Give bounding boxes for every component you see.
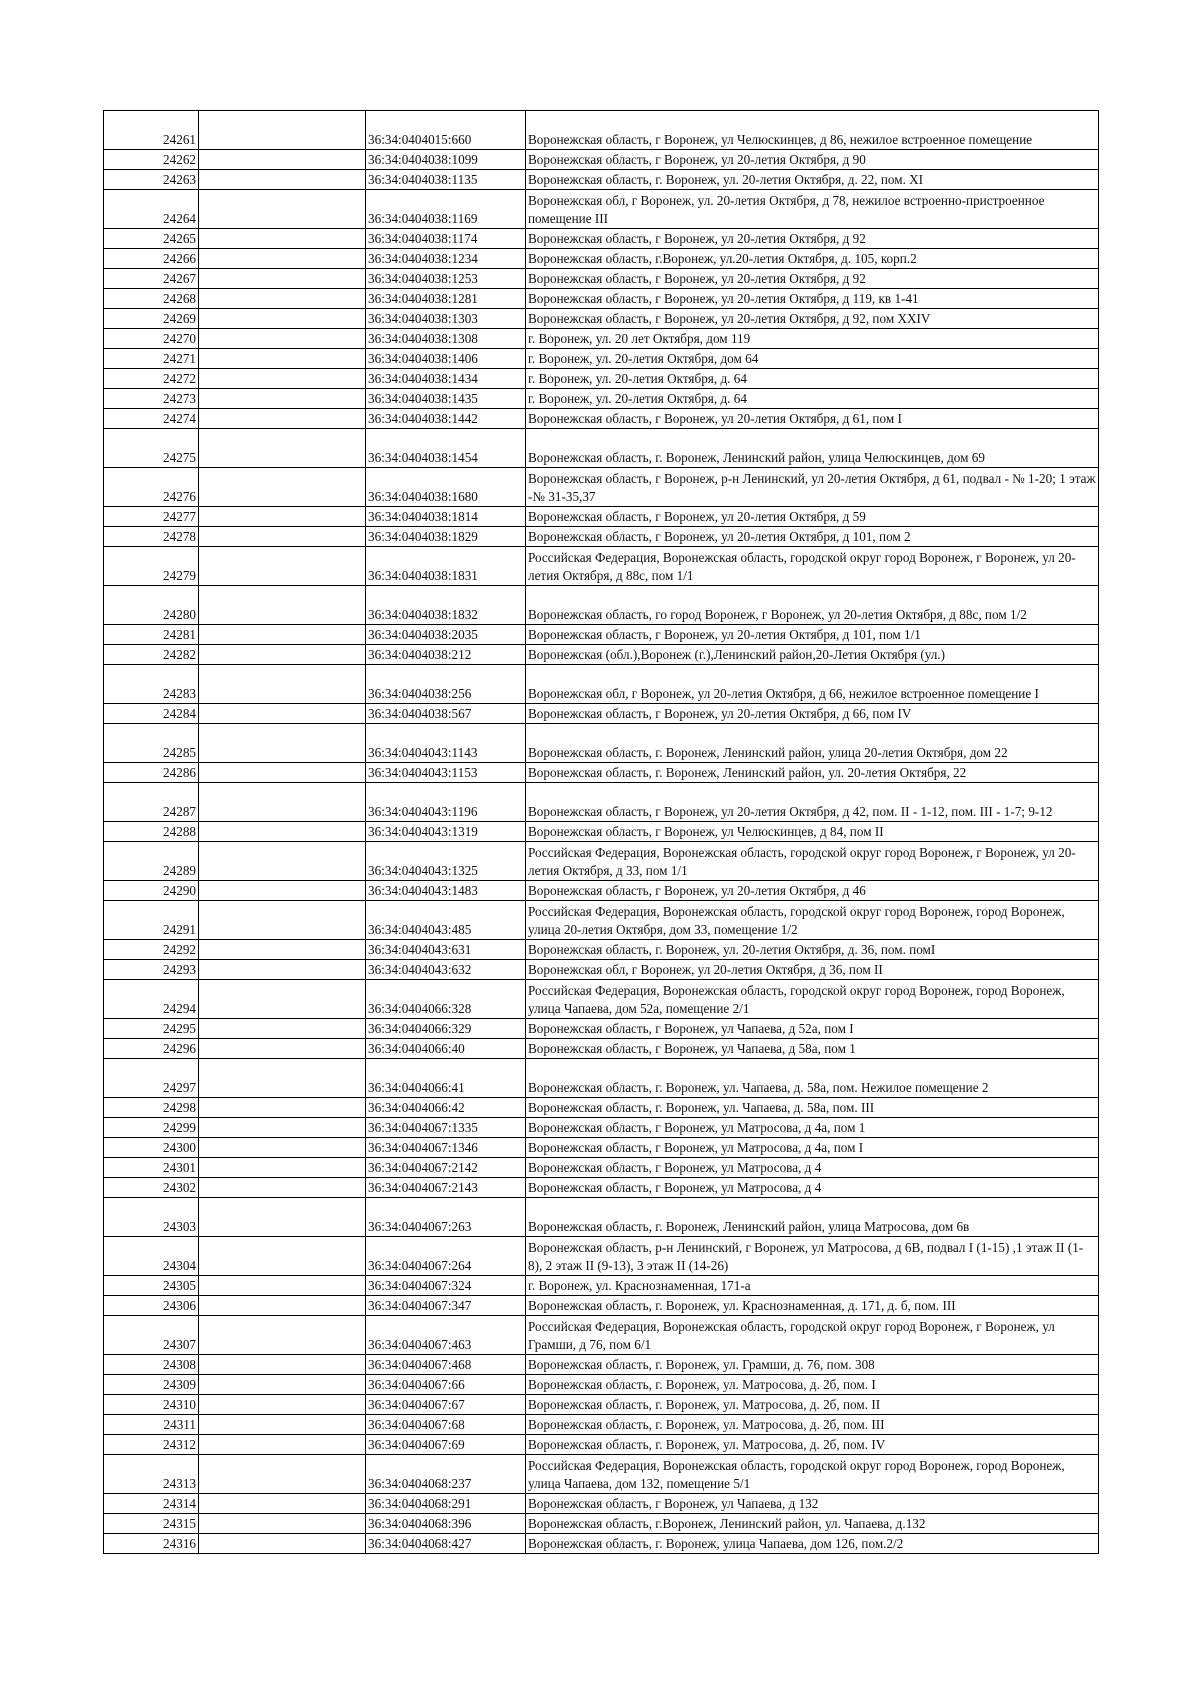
- cadastral-number-cell: 36:34:0404067:347: [366, 1296, 526, 1316]
- empty-cell: [199, 704, 366, 724]
- address-cell: Воронежская (обл.),Воронеж (г.),Ленинский район,20-Летия Октября (ул.): [526, 645, 1099, 665]
- row-number-cell: 24277: [104, 507, 199, 527]
- cadastral-number-cell: 36:34:0404043:485: [366, 901, 526, 940]
- cadastral-number-cell: 36:34:0404038:1234: [366, 249, 526, 269]
- row-number-cell: 24311: [104, 1415, 199, 1435]
- address-cell: Воронежская область, г Воронеж, ул Чапаева, д 52а, пом I: [526, 1019, 1099, 1039]
- cadastral-number-cell: 36:34:0404038:1099: [366, 150, 526, 170]
- row-number-cell: 24263: [104, 170, 199, 190]
- empty-cell: [199, 783, 366, 822]
- empty-cell: [199, 1138, 366, 1158]
- cadastral-number-cell: 36:34:0404038:1303: [366, 309, 526, 329]
- cadastral-number-cell: 36:34:0404038:1442: [366, 409, 526, 429]
- address-cell: Воронежская область, г. Воронеж, улица Чапаева, дом 126, пом.2/2: [526, 1534, 1099, 1554]
- address-cell: Воронежская обл, г Воронеж, ул 20-летия Октября, д 36, пом II: [526, 960, 1099, 980]
- table-row: [104, 980, 1099, 1019]
- address-cell: Воронежская область, г. Воронеж, ул. Матросова, д. 2б, пом. IV: [526, 1435, 1099, 1455]
- cadastral-number-cell: 36:34:0404038:1680: [366, 468, 526, 507]
- empty-cell: [199, 349, 366, 369]
- row-number-cell: 24300: [104, 1138, 199, 1158]
- row-number-cell: 24310: [104, 1395, 199, 1415]
- empty-cell: [199, 1019, 366, 1039]
- empty-cell: [199, 170, 366, 190]
- address-cell: Воронежская обл, г Воронеж, ул 20-летия Октября, д 66, нежилое встроенное помещение I: [526, 665, 1099, 704]
- table-row: [104, 1534, 1099, 1554]
- row-number-cell: 24265: [104, 229, 199, 249]
- cadastral-number-cell: 36:34:0404038:1829: [366, 527, 526, 547]
- table-row: [104, 1296, 1099, 1316]
- cadastral-number-cell: 36:34:0404038:1406: [366, 349, 526, 369]
- table-row: [104, 1395, 1099, 1415]
- row-number-cell: 24315: [104, 1514, 199, 1534]
- cadastral-number-cell: 36:34:0404067:66: [366, 1375, 526, 1395]
- address-cell: Воронежская область, г. Воронеж, ул. Чапаева, д. 58а, пом. III: [526, 1098, 1099, 1118]
- cadastral-number-cell: 36:34:0404038:1832: [366, 586, 526, 625]
- address-cell: Воронежская область, г Воронеж, ул 20-летия Октября, д 101, пом 1/1: [526, 625, 1099, 645]
- empty-cell: [199, 468, 366, 507]
- table-row: [104, 783, 1099, 822]
- cadastral-number-cell: 36:34:0404038:256: [366, 665, 526, 704]
- address-cell: Российская Федерация, Воронежская область, городской округ город Воронеж, город Воронеж, улица Чапаева, дом 132, помещение 5/1: [526, 1455, 1099, 1494]
- table-row: [104, 1415, 1099, 1435]
- table-row: [104, 190, 1099, 229]
- row-number-cell: 24261: [104, 111, 199, 150]
- empty-cell: [199, 1158, 366, 1178]
- table-row: [104, 1178, 1099, 1198]
- table-row: [104, 289, 1099, 309]
- address-cell: Воронежская область, г Воронеж, ул Матросова, д 4: [526, 1158, 1099, 1178]
- table-row: [104, 625, 1099, 645]
- address-cell: Воронежская область, г. Воронеж, ул. Чапаева, д. 58а, пом. Нежилое помещение 2: [526, 1059, 1099, 1098]
- address-cell: Воронежская область, г. Воронеж, ул. 20-летия Октября, д. 22, пом. XI: [526, 170, 1099, 190]
- row-number-cell: 24273: [104, 389, 199, 409]
- row-number-cell: 24287: [104, 783, 199, 822]
- empty-cell: [199, 763, 366, 783]
- empty-cell: [199, 1178, 366, 1198]
- row-number-cell: 24309: [104, 1375, 199, 1395]
- row-number-cell: 24296: [104, 1039, 199, 1059]
- empty-cell: [199, 940, 366, 960]
- row-number-cell: 24285: [104, 724, 199, 763]
- row-number-cell: 24288: [104, 822, 199, 842]
- empty-cell: [199, 901, 366, 940]
- address-cell: Воронежская область, г Воронеж, ул 20-летия Октября, д 66, пом IV: [526, 704, 1099, 724]
- cadastral-number-cell: 36:34:0404066:42: [366, 1098, 526, 1118]
- row-number-cell: 24290: [104, 881, 199, 901]
- empty-cell: [199, 1118, 366, 1138]
- address-cell: Воронежская область, г Воронеж, ул 20-летия Октября, д 42, пом. II - 1-12, пом. III - 1-7; 9-12: [526, 783, 1099, 822]
- table-row: [104, 842, 1099, 881]
- cadastral-number-cell: 36:34:0404038:1174: [366, 229, 526, 249]
- table-row: [104, 1276, 1099, 1296]
- row-number-cell: 24304: [104, 1237, 199, 1276]
- cadastral-number-cell: 36:34:0404038:1253: [366, 269, 526, 289]
- table-row: [104, 901, 1099, 940]
- row-number-cell: 24262: [104, 150, 199, 170]
- cadastral-number-cell: 36:34:0404066:40: [366, 1039, 526, 1059]
- empty-cell: [199, 586, 366, 625]
- table-row: [104, 1237, 1099, 1276]
- cadastral-number-cell: 36:34:0404043:1143: [366, 724, 526, 763]
- row-number-cell: 24293: [104, 960, 199, 980]
- empty-cell: [199, 190, 366, 229]
- empty-cell: [199, 409, 366, 429]
- empty-cell: [199, 249, 366, 269]
- empty-cell: [199, 527, 366, 547]
- cadastral-number-cell: 36:34:0404068:291: [366, 1494, 526, 1514]
- table-row: [104, 586, 1099, 625]
- table-row: [104, 229, 1099, 249]
- cadastral-number-cell: 36:34:0404038:1831: [366, 547, 526, 586]
- row-number-cell: 24294: [104, 980, 199, 1019]
- address-cell: г. Воронеж, ул. 20 лет Октября, дом 119: [526, 329, 1099, 349]
- table-row: [104, 724, 1099, 763]
- empty-cell: [199, 369, 366, 389]
- table-row: [104, 1118, 1099, 1138]
- registry-table: [103, 110, 1099, 1554]
- table-row: [104, 409, 1099, 429]
- table-row: [104, 704, 1099, 724]
- address-cell: Воронежская область, г.Воронеж, Ленинский район, ул. Чапаева, д.132: [526, 1514, 1099, 1534]
- cadastral-number-cell: 36:34:0404038:1308: [366, 329, 526, 349]
- row-number-cell: 24264: [104, 190, 199, 229]
- address-cell: г. Воронеж, ул. 20-летия Октября, д. 64: [526, 369, 1099, 389]
- row-number-cell: 24286: [104, 763, 199, 783]
- row-number-cell: 24267: [104, 269, 199, 289]
- row-number-cell: 24266: [104, 249, 199, 269]
- empty-cell: [199, 309, 366, 329]
- cadastral-number-cell: 36:34:0404067:69: [366, 1435, 526, 1455]
- table-row: [104, 1158, 1099, 1178]
- empty-cell: [199, 1355, 366, 1375]
- empty-cell: [199, 1316, 366, 1355]
- cadastral-number-cell: 36:34:0404038:212: [366, 645, 526, 665]
- table-row: [104, 1098, 1099, 1118]
- table-row: [104, 1019, 1099, 1039]
- table-row: [104, 349, 1099, 369]
- cadastral-number-cell: 36:34:0404038:567: [366, 704, 526, 724]
- cadastral-number-cell: 36:34:0404067:1335: [366, 1118, 526, 1138]
- empty-cell: [199, 429, 366, 468]
- table-row: [104, 940, 1099, 960]
- empty-cell: [199, 960, 366, 980]
- cadastral-number-cell: 36:34:0404067:324: [366, 1276, 526, 1296]
- table-row: [104, 665, 1099, 704]
- row-number-cell: 24292: [104, 940, 199, 960]
- address-cell: Российская Федерация, Воронежская область, городской округ город Воронеж, город Воронеж, улица 20-летия Октября, дом 33, помещение 1/2: [526, 901, 1099, 940]
- address-cell: г. Воронеж, ул. 20-летия Октября, дом 64: [526, 349, 1099, 369]
- table-row: [104, 1455, 1099, 1494]
- row-number-cell: 24282: [104, 645, 199, 665]
- table-row: [104, 527, 1099, 547]
- table-row: [104, 1039, 1099, 1059]
- address-cell: Воронежская область, р-н Ленинский, г Воронеж, ул Матросова, д 6В, подвал I (1-15) ,1 этаж II (1-8), 2 этаж II (9-13), 3 этаж II (14-26): [526, 1237, 1099, 1276]
- empty-cell: [199, 329, 366, 349]
- address-cell: Воронежская область, г Воронеж, ул Матросова, д 4а, пом 1: [526, 1118, 1099, 1138]
- address-cell: Воронежская область, г. Воронеж, ул. Краснознаменная, д. 171, д. б, пом. III: [526, 1296, 1099, 1316]
- cadastral-number-cell: 36:34:0404038:1435: [366, 389, 526, 409]
- table-row: [104, 1514, 1099, 1534]
- empty-cell: [199, 150, 366, 170]
- cadastral-number-cell: 36:34:0404068:427: [366, 1534, 526, 1554]
- address-cell: Воронежская область, г. Воронеж, ул. Грамши, д. 76, пом. 308: [526, 1355, 1099, 1375]
- address-cell: Воронежская область, г. Воронеж, ул. Матросова, д. 2б, пом. III: [526, 1415, 1099, 1435]
- empty-cell: [199, 547, 366, 586]
- address-cell: Российская Федерация, Воронежская область, городской округ город Воронеж, город Воронеж, улица Чапаева, дом 52а, помещение 2/1: [526, 980, 1099, 1019]
- empty-cell: [199, 229, 366, 249]
- empty-cell: [199, 980, 366, 1019]
- address-cell: г. Воронеж, ул. Краснознаменная, 171-а: [526, 1276, 1099, 1296]
- row-number-cell: 24298: [104, 1098, 199, 1118]
- registry-table-body: [104, 111, 1099, 1554]
- address-cell: Российская Федерация, Воронежская область, городской округ город Воронеж, г Воронеж, ул 20-летия Октября, д 33, пом 1/1: [526, 842, 1099, 881]
- address-cell: Воронежская область, г Воронеж, ул 20-летия Октября, д 59: [526, 507, 1099, 527]
- address-cell: Воронежская область, г Воронеж, ул 20-летия Октября, д 92: [526, 229, 1099, 249]
- table-row: [104, 822, 1099, 842]
- empty-cell: [199, 1375, 366, 1395]
- cadastral-number-cell: 36:34:0404038:1814: [366, 507, 526, 527]
- row-number-cell: 24314: [104, 1494, 199, 1514]
- table-row: [104, 1138, 1099, 1158]
- row-number-cell: 24276: [104, 468, 199, 507]
- table-row: [104, 309, 1099, 329]
- empty-cell: [199, 1514, 366, 1534]
- cadastral-number-cell: 36:34:0404067:463: [366, 1316, 526, 1355]
- empty-cell: [199, 881, 366, 901]
- cadastral-number-cell: 36:34:0404043:1483: [366, 881, 526, 901]
- empty-cell: [199, 1455, 366, 1494]
- row-number-cell: 24316: [104, 1534, 199, 1554]
- row-number-cell: 24313: [104, 1455, 199, 1494]
- address-cell: Воронежская область, г Воронеж, ул 20-летия Октября, д 92: [526, 269, 1099, 289]
- address-cell: Российская Федерация, Воронежская область, городской округ город Воронеж, г Воронеж, ул Грамши, д 76, пом 6/1: [526, 1316, 1099, 1355]
- cadastral-number-cell: 36:34:0404038:1135: [366, 170, 526, 190]
- row-number-cell: 24301: [104, 1158, 199, 1178]
- table-row: [104, 881, 1099, 901]
- cadastral-number-cell: 36:34:0404067:263: [366, 1198, 526, 1237]
- row-number-cell: 24274: [104, 409, 199, 429]
- address-cell: Воронежская область, г Воронеж, р-н Ленинский, ул 20-летия Октября, д 61, подвал - № 1-20; 1 этаж -№ 31-35,37: [526, 468, 1099, 507]
- table-row: [104, 1198, 1099, 1237]
- cadastral-number-cell: 36:34:0404067:2142: [366, 1158, 526, 1178]
- table-row: [104, 369, 1099, 389]
- address-cell: Воронежская область, г. Воронеж, Ленинский район, улица Челюскинцев, дом 69: [526, 429, 1099, 468]
- address-cell: Воронежская область, г Воронеж, ул Матросова, д 4: [526, 1178, 1099, 1198]
- cadastral-number-cell: 36:34:0404038:1454: [366, 429, 526, 468]
- table-row: [104, 1375, 1099, 1395]
- row-number-cell: 24270: [104, 329, 199, 349]
- row-number-cell: 24306: [104, 1296, 199, 1316]
- empty-cell: [199, 1276, 366, 1296]
- empty-cell: [199, 1098, 366, 1118]
- address-cell: Воронежская область, г Воронеж, ул Челюскинцев, д 84, пом II: [526, 822, 1099, 842]
- row-number-cell: 24308: [104, 1355, 199, 1375]
- table-row: [104, 1355, 1099, 1375]
- empty-cell: [199, 1415, 366, 1435]
- address-cell: Воронежская область, го город Воронеж, г Воронеж, ул 20-летия Октября, д 88с, пом 1/2: [526, 586, 1099, 625]
- cadastral-number-cell: 36:34:0404015:660: [366, 111, 526, 150]
- empty-cell: [199, 1435, 366, 1455]
- empty-cell: [199, 1059, 366, 1098]
- address-cell: Воронежская область, г Воронеж, ул 20-летия Октября, д 61, пом I: [526, 409, 1099, 429]
- table-row: [104, 170, 1099, 190]
- table-row: [104, 329, 1099, 349]
- row-number-cell: 24279: [104, 547, 199, 586]
- cadastral-number-cell: 36:34:0404043:632: [366, 960, 526, 980]
- cadastral-number-cell: 36:34:0404043:1153: [366, 763, 526, 783]
- row-number-cell: 24269: [104, 309, 199, 329]
- address-cell: Воронежская область, г Воронеж, ул Челюскинцев, д 86, нежилое встроенное помещение: [526, 111, 1099, 150]
- row-number-cell: 24284: [104, 704, 199, 724]
- cadastral-number-cell: 36:34:0404067:67: [366, 1395, 526, 1415]
- empty-cell: [199, 645, 366, 665]
- address-cell: Воронежская область, г Воронеж, ул Чапаева, д 132: [526, 1494, 1099, 1514]
- table-row: [104, 1494, 1099, 1514]
- table-row: [104, 111, 1099, 150]
- address-cell: Воронежская область, г. Воронеж, ул. Матросова, д. 2б, пом. II: [526, 1395, 1099, 1415]
- empty-cell: [199, 289, 366, 309]
- cadastral-number-cell: 36:34:0404066:328: [366, 980, 526, 1019]
- row-number-cell: 24302: [104, 1178, 199, 1198]
- row-number-cell: 24307: [104, 1316, 199, 1355]
- address-cell: Воронежская область, г. Воронеж, ул. Матросова, д. 2б, пом. I: [526, 1375, 1099, 1395]
- empty-cell: [199, 1494, 366, 1514]
- empty-cell: [199, 507, 366, 527]
- row-number-cell: 24305: [104, 1276, 199, 1296]
- address-cell: Воронежская область, г Воронеж, ул 20-летия Октября, д 101, пом 2: [526, 527, 1099, 547]
- address-cell: Воронежская область, г.Воронеж, ул.20-летия Октября, д. 105, корп.2: [526, 249, 1099, 269]
- empty-cell: [199, 1534, 366, 1554]
- cadastral-number-cell: 36:34:0404043:1319: [366, 822, 526, 842]
- row-number-cell: 24275: [104, 429, 199, 468]
- address-cell: Воронежская область, г. Воронеж, ул. 20-летия Октября, д. 36, пом. помI: [526, 940, 1099, 960]
- table-row: [104, 269, 1099, 289]
- table-row: [104, 1059, 1099, 1098]
- cadastral-number-cell: 36:34:0404038:2035: [366, 625, 526, 645]
- table-row: [104, 763, 1099, 783]
- row-number-cell: 24272: [104, 369, 199, 389]
- cadastral-number-cell: 36:34:0404067:264: [366, 1237, 526, 1276]
- empty-cell: [199, 1198, 366, 1237]
- table-row: [104, 1435, 1099, 1455]
- empty-cell: [199, 842, 366, 881]
- empty-cell: [199, 724, 366, 763]
- table-row: [104, 429, 1099, 468]
- address-cell: Воронежская область, г. Воронеж, Ленинский район, улица Матросова, дом 6в: [526, 1198, 1099, 1237]
- address-cell: Воронежская область, г Воронеж, ул Матросова, д 4а, пом I: [526, 1138, 1099, 1158]
- empty-cell: [199, 822, 366, 842]
- empty-cell: [199, 1296, 366, 1316]
- cadastral-number-cell: 36:34:0404038:1281: [366, 289, 526, 309]
- table-row: [104, 507, 1099, 527]
- row-number-cell: 24299: [104, 1118, 199, 1138]
- empty-cell: [199, 269, 366, 289]
- cadastral-number-cell: 36:34:0404038:1434: [366, 369, 526, 389]
- address-cell: Воронежская область, г. Воронеж, Ленинский район, ул. 20-летия Октября, 22: [526, 763, 1099, 783]
- empty-cell: [199, 111, 366, 150]
- address-cell: Воронежская область, г Воронеж, ул Чапаева, д 58а, пом 1: [526, 1039, 1099, 1059]
- address-cell: Воронежская область, г Воронеж, ул 20-летия Октября, д 46: [526, 881, 1099, 901]
- cadastral-number-cell: 36:34:0404043:631: [366, 940, 526, 960]
- address-cell: Воронежская область, г. Воронеж, Ленинский район, улица 20-летия Октября, дом 22: [526, 724, 1099, 763]
- empty-cell: [199, 1237, 366, 1276]
- address-cell: Воронежская обл, г Воронеж, ул. 20-летия Октября, д 78, нежилое встроенно-пристроенное помещение III: [526, 190, 1099, 229]
- row-number-cell: 24289: [104, 842, 199, 881]
- cadastral-number-cell: 36:34:0404066:329: [366, 1019, 526, 1039]
- cadastral-number-cell: 36:34:0404067:2143: [366, 1178, 526, 1198]
- address-cell: Воронежская область, г Воронеж, ул 20-летия Октября, д 119, кв 1-41: [526, 289, 1099, 309]
- table-row: [104, 645, 1099, 665]
- table-row: [104, 389, 1099, 409]
- row-number-cell: 24278: [104, 527, 199, 547]
- address-cell: Российская Федерация, Воронежская область, городской округ город Воронеж, г Воронеж, ул 20-летия Октября, д 88с, пом 1/1: [526, 547, 1099, 586]
- empty-cell: [199, 1395, 366, 1415]
- row-number-cell: 24280: [104, 586, 199, 625]
- cadastral-number-cell: 36:34:0404068:396: [366, 1514, 526, 1534]
- row-number-cell: 24291: [104, 901, 199, 940]
- table-row: [104, 960, 1099, 980]
- row-number-cell: 24268: [104, 289, 199, 309]
- empty-cell: [199, 1039, 366, 1059]
- address-cell: г. Воронеж, ул. 20-летия Октября, д. 64: [526, 389, 1099, 409]
- cadastral-number-cell: 36:34:0404067:1346: [366, 1138, 526, 1158]
- cadastral-number-cell: 36:34:0404066:41: [366, 1059, 526, 1098]
- empty-cell: [199, 665, 366, 704]
- row-number-cell: 24297: [104, 1059, 199, 1098]
- cadastral-number-cell: 36:34:0404068:237: [366, 1455, 526, 1494]
- table-row: [104, 150, 1099, 170]
- empty-cell: [199, 625, 366, 645]
- cadastral-number-cell: 36:34:0404067:68: [366, 1415, 526, 1435]
- cadastral-number-cell: 36:34:0404043:1196: [366, 783, 526, 822]
- row-number-cell: 24312: [104, 1435, 199, 1455]
- table-row: [104, 547, 1099, 586]
- cadastral-number-cell: 36:34:0404038:1169: [366, 190, 526, 229]
- row-number-cell: 24303: [104, 1198, 199, 1237]
- empty-cell: [199, 389, 366, 409]
- row-number-cell: 24295: [104, 1019, 199, 1039]
- table-row: [104, 1316, 1099, 1355]
- row-number-cell: 24271: [104, 349, 199, 369]
- table-row: [104, 249, 1099, 269]
- cadastral-number-cell: 36:34:0404043:1325: [366, 842, 526, 881]
- address-cell: Воронежская область, г Воронеж, ул 20-летия Октября, д 92, пом XXIV: [526, 309, 1099, 329]
- row-number-cell: 24281: [104, 625, 199, 645]
- cadastral-number-cell: 36:34:0404067:468: [366, 1355, 526, 1375]
- table-row: [104, 468, 1099, 507]
- row-number-cell: 24283: [104, 665, 199, 704]
- address-cell: Воронежская область, г Воронеж, ул 20-летия Октября, д 90: [526, 150, 1099, 170]
